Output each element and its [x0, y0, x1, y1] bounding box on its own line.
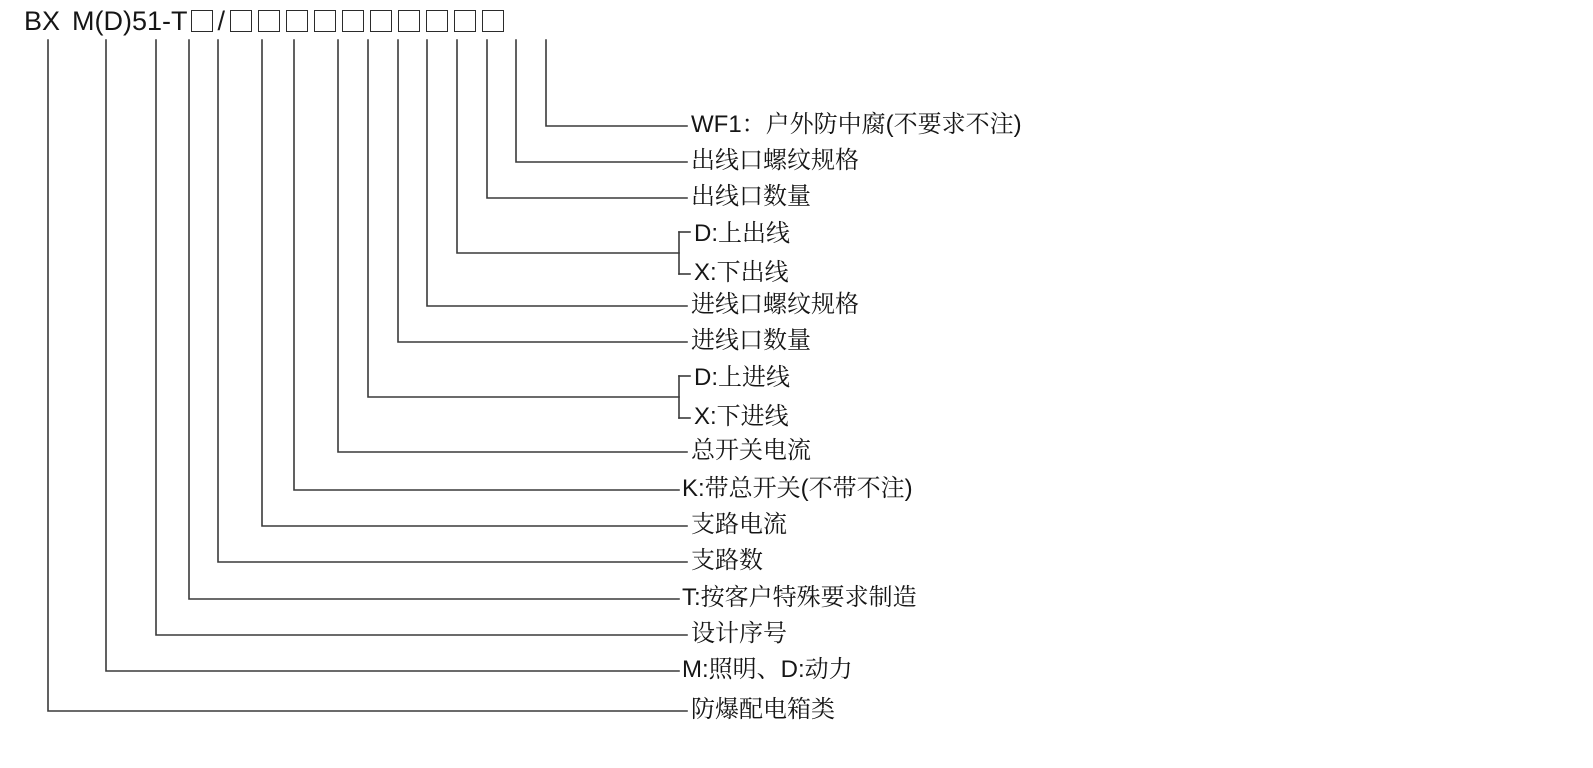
annotation-main-switch-current: 总开关电流 [691, 437, 811, 464]
annotation-outlet-bottom: X:下出线 [694, 259, 789, 286]
leader-inlet-dir [368, 40, 679, 397]
code-segment-md51t: M(D)51-T [72, 6, 188, 36]
annotation-branch-count: 支路数 [691, 547, 763, 574]
leader-outlet-thread [516, 40, 687, 162]
leader-branch-current [262, 40, 687, 526]
leader-outlet-count [487, 40, 687, 198]
leader-inlet-thread [427, 40, 687, 306]
annotation-custom-made: T:按客户特殊要求制造 [682, 584, 917, 611]
leader-main-switch-current [338, 40, 687, 452]
code-segment-bx: BX [24, 6, 61, 36]
leader-lighting-power [106, 40, 679, 671]
annotation-wf1: WF1：户外防中腐(不要求不注) [691, 111, 1022, 138]
annotation-design-serial: 设计序号 [691, 620, 787, 647]
annotation-branch-current: 支路电流 [691, 511, 787, 538]
annotation-with-main-switch: K:带总开关(不带不注) [682, 475, 913, 502]
leader-branch-count [218, 40, 687, 562]
annotation-inlet-count: 进线口数量 [691, 327, 811, 354]
annotation-inlet-bottom: X:下进线 [694, 403, 789, 430]
annotation-outlet-top: D:上出线 [694, 220, 790, 247]
leader-outlet-dir [457, 40, 679, 253]
leader-inlet-count [398, 40, 687, 342]
leader-design-serial [156, 40, 687, 635]
annotation-category: 防爆配电箱类 [691, 696, 835, 723]
annotation-outlet-thread: 出线口螺纹规格 [691, 147, 859, 174]
annotation-inlet-top: D:上进线 [694, 364, 790, 391]
leader-wf1 [546, 40, 687, 126]
annotation-lighting-power: M:照明、D:动力 [682, 656, 853, 683]
code-segment-slash: / [217, 6, 226, 36]
annotation-inlet-thread: 进线口螺纹规格 [691, 291, 859, 318]
annotation-outlet-count: 出线口数量 [691, 183, 811, 210]
